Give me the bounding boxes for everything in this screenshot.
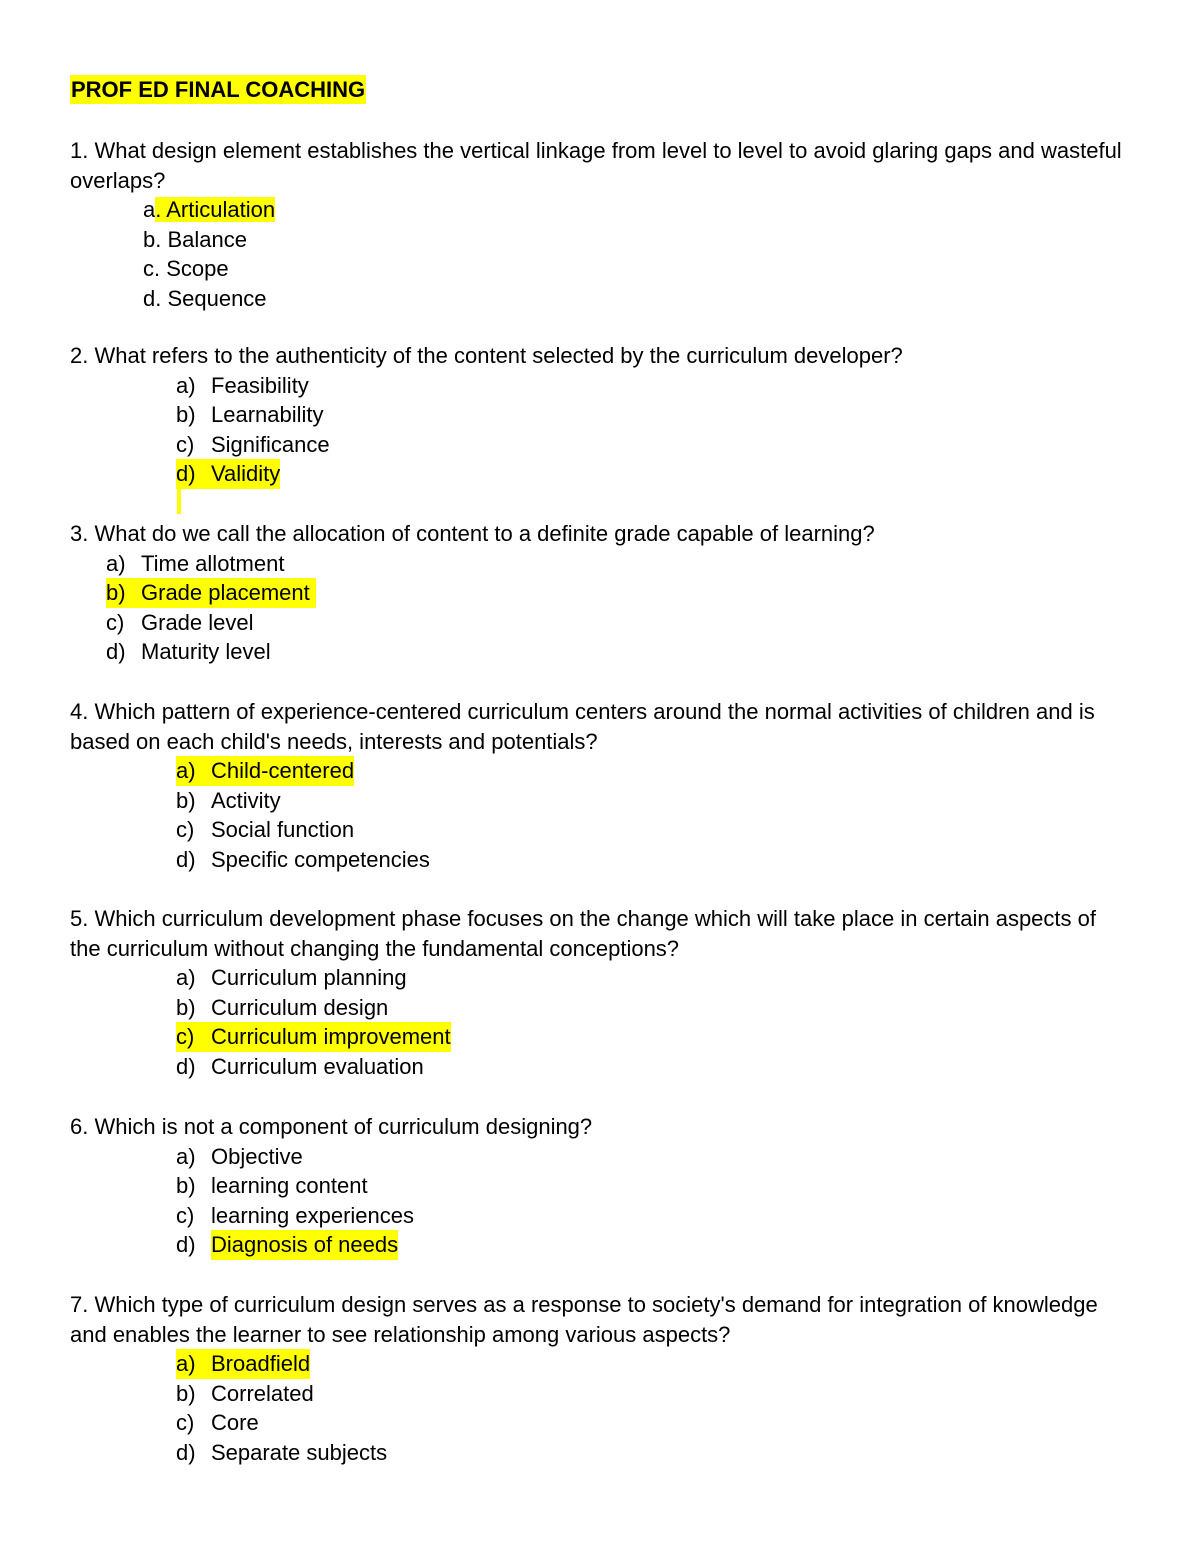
option-b [70,578,1130,608]
question-7 [70,1290,1130,1467]
option-text: d. Sequence [143,285,267,311]
highlighted-answer: Broadfield [211,1349,310,1379]
option-text: Separate subjects [211,1439,388,1465]
option-a [70,756,1130,786]
option-marker: b) [176,787,196,813]
question-text: 7. Which type of curriculum design serves as a response to society's demand for integration of knowledge and enables the learner to see relationship among various aspects? [70,1292,1098,1347]
option-text: learning content [211,1173,368,1198]
option-text: Objective [211,1143,303,1169]
option-text: learning experiences [211,1202,415,1228]
option-c [70,1408,1130,1438]
option-marker: d) [176,1053,196,1079]
highlighted-answer: Diagnosis of needs [211,1230,398,1260]
option-b [70,993,1130,1023]
option-a [70,1349,1130,1379]
option-marker: a) [176,1143,196,1169]
option-text: Correlated [211,1380,314,1406]
option-text: c. Scope [143,256,229,281]
option-b [70,400,1130,430]
option-a [70,963,1130,993]
option-b [70,1171,1130,1201]
option-b [70,225,1130,255]
option-c [70,254,1130,284]
option-marker: a) [176,756,231,786]
option-marker: b) [176,1173,196,1198]
question-text: 4. Which pattern of experience-centered curriculum centers around the normal activities of children and is based on each child's needs, interests and potentials? [70,699,1095,754]
option-d [70,1052,1130,1082]
option-text: b. Balance [143,226,247,252]
question-text: 3. What do we call the allocation of content to a definite grade capable of learning? [70,521,875,546]
question-5 [70,904,1130,1081]
option-marker: c) [176,1202,195,1228]
option-a [70,371,1130,401]
option-c [70,1022,1130,1052]
option-marker: d) [106,639,126,664]
option-marker: c) [176,1022,229,1052]
option-b [70,786,1130,816]
option-text: Curriculum planning [211,965,407,990]
option-marker: c) [176,817,195,842]
question-1 [70,136,1130,313]
option-marker: b) [176,1380,196,1406]
option-marker: c) [106,609,125,635]
question-text: 1. What design element establishes the vertical linkage from level to level to avoid glaring gaps and wasteful overlaps? [70,138,1122,193]
option-text: Feasibility [211,372,309,398]
option-d [70,1438,1130,1468]
option-text: Curriculum evaluation [211,1053,424,1079]
option-c [70,430,1130,460]
option-d [70,1230,1130,1260]
option-c [70,815,1130,845]
option-text: Social function [211,817,355,842]
option-d [70,845,1130,875]
option-d [70,284,1130,314]
option-text: Curriculum design [211,994,389,1020]
option-marker: b) [106,578,161,608]
document-title: PROF ED FINAL COACHING [71,77,366,102]
question-text: 2. What refers to the authenticity of the content selected by the curriculum developer? [70,343,903,368]
option-c [70,608,1130,638]
option-d [70,459,1130,489]
highlighted-answer: Child-centered [211,756,354,786]
option-marker: d) [176,459,231,489]
option-marker: c) [176,431,195,457]
option-marker: a) [176,965,196,990]
option-text: Learnability [211,402,324,427]
highlighted-answer: Validity [211,459,280,489]
option-marker: a) [176,372,196,398]
option-a [70,549,1130,579]
question-text: 6. Which is not a component of curriculum designing? [70,1114,593,1139]
option-text: Significance [211,431,330,457]
option-text: Maturity level [141,639,271,664]
option-marker: a. Articulation [143,197,276,222]
option-c [70,1201,1130,1231]
option-b [70,1379,1130,1409]
highlighted-answer: Curriculum improvement [211,1022,451,1052]
question-text: 5. Which curriculum development phase focuses on the change which will take place in certain aspects of the curriculum without changing the fundamental conceptions? [70,906,1096,961]
option-marker: d) [176,846,196,872]
option-text: Core [211,1410,259,1435]
option-marker: a) [106,550,126,576]
option-marker: a) [176,1349,231,1379]
question-3 [70,519,1130,667]
option-text: Time allotment [141,550,285,576]
option-text: Grade level [141,609,254,635]
highlighted-answer: . Articulation [155,197,276,222]
question-2 [70,341,1130,489]
highlighted-answer: Grade placement [141,578,316,608]
question-6 [70,1112,1130,1260]
option-d [70,637,1130,667]
option-marker: d) [176,1439,196,1465]
option-marker: b) [176,402,196,427]
option-marker: d) [176,1232,196,1257]
option-text: Activity [211,787,281,813]
option-a [70,1142,1130,1172]
option-a [70,195,1130,225]
highlight-artifact [177,487,181,514]
question-4 [70,697,1130,874]
option-marker: c) [176,1410,195,1435]
option-text: Specific competencies [211,846,430,872]
option-marker: b) [176,994,196,1020]
